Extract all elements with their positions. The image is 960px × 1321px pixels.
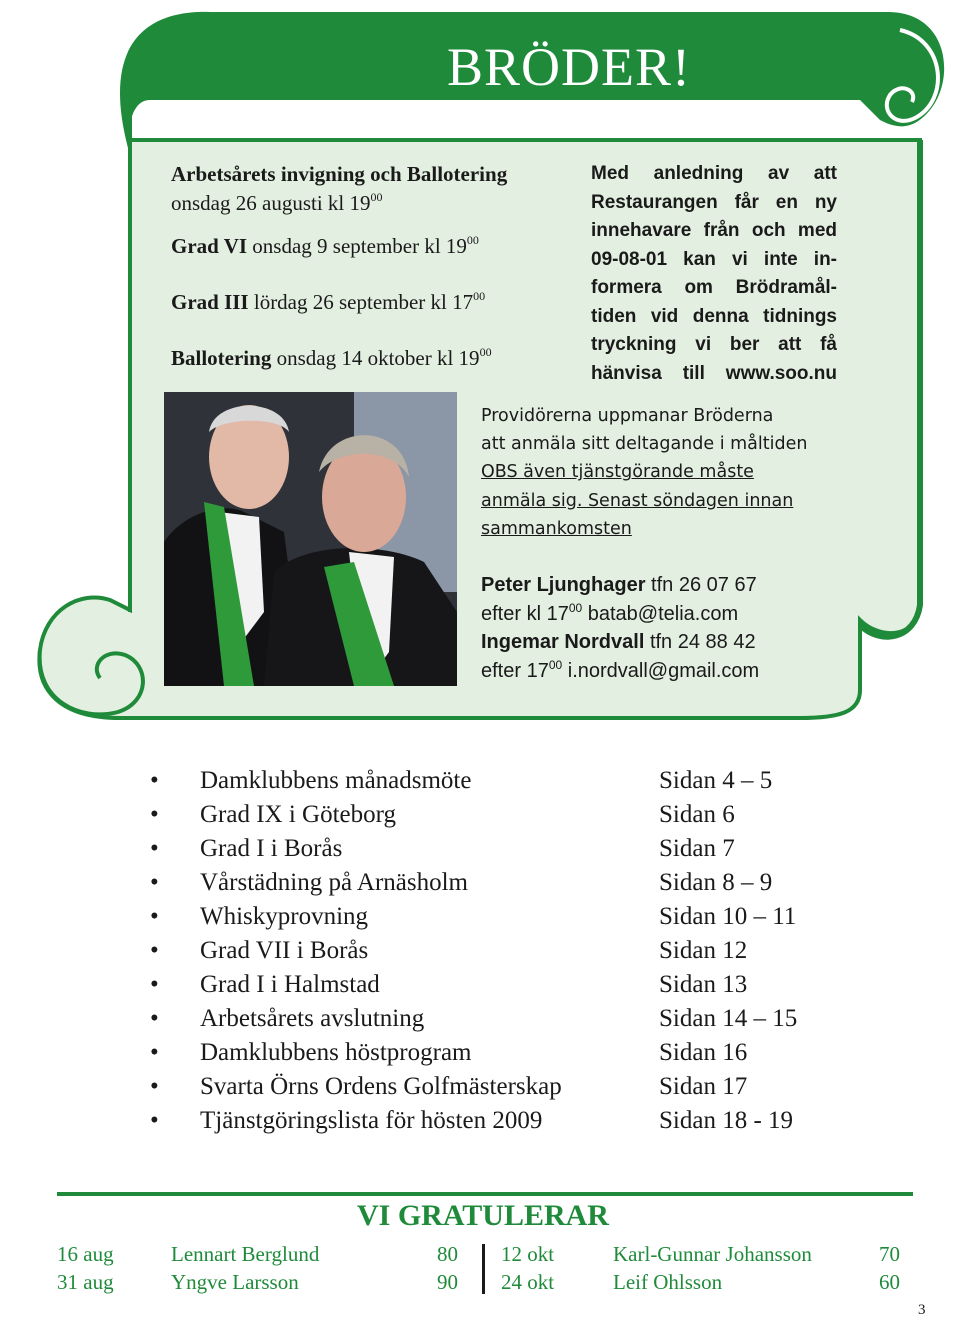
- bullet-icon: •: [150, 869, 159, 896]
- congrats-name: Karl-Gunnar Johansson: [613, 1242, 812, 1266]
- bullet-icon: •: [150, 903, 159, 930]
- congrats-name: Leif Ohlsson: [613, 1270, 723, 1294]
- contact-name: Ingemar Nordvall: [481, 631, 645, 653]
- bullet-icon: •: [150, 1107, 159, 1134]
- event-title: Grad III: [171, 290, 249, 314]
- contact-name: Peter Ljunghager: [481, 574, 646, 596]
- bullet-icon: •: [150, 1039, 159, 1066]
- toc-item: Vårstädning på Arnäsholm: [200, 869, 469, 896]
- congrats-title: VI GRATULERAR: [357, 1199, 609, 1232]
- contact-after: efter 17: [481, 659, 549, 682]
- congrats-age: 80: [437, 1242, 458, 1266]
- events-list: [171, 160, 507, 400]
- page-number: 3: [918, 1302, 926, 1318]
- toc-page: Sidan 8 – 9: [659, 869, 773, 896]
- congrats-age: 90: [437, 1270, 458, 1294]
- toc-item: Damklubbens höstprogram: [200, 1039, 472, 1066]
- contact-peter: [481, 571, 759, 628]
- notice-line: innehavare från och med: [591, 220, 837, 241]
- event-time: onsdag 9 september kl 19: [247, 234, 467, 258]
- notice-line: tryckning vi ber att få: [591, 334, 837, 355]
- contact-ingemar: [481, 628, 759, 685]
- congrats-name: Lennart Berglund: [171, 1242, 320, 1266]
- notice-line: 09-08-01 kan vi inte in-: [591, 248, 837, 270]
- toc-page: Sidan 18 - 19: [659, 1107, 794, 1134]
- notice-line: Med anledning av att: [591, 163, 837, 184]
- toc-item: Grad I i Borås: [200, 835, 343, 862]
- event-title: Ballotering: [171, 346, 272, 370]
- providor-photo: [164, 392, 457, 686]
- toc-page: Sidan 17: [659, 1073, 748, 1100]
- event-time: lördag 26 september kl 17: [248, 290, 474, 314]
- event-grad-iii: [171, 288, 507, 317]
- page-title: BRÖDER!: [447, 37, 692, 97]
- event-title: Grad VI: [171, 234, 248, 258]
- contact-after: efter kl 17: [481, 602, 569, 625]
- divider: [57, 1192, 913, 1196]
- notice-line: hänvisa till www.soo.nu: [591, 362, 837, 384]
- restaurant-notice: [591, 160, 837, 388]
- congrats-name: Yngve Larsson: [171, 1270, 299, 1294]
- congrats-date: 24 okt: [501, 1270, 555, 1294]
- event-title: Arbetsårets invigning och Ballotering: [171, 162, 508, 186]
- contact-email[interactable]: i.nordvall@gmail.com: [562, 659, 760, 682]
- contact-after-sup: 00: [568, 600, 583, 615]
- toc-page: Sidan 4 – 5: [659, 767, 773, 794]
- toc-page: Sidan 16: [659, 1039, 748, 1066]
- providor-line: anmäla sig. Senast söndagen innan: [481, 490, 794, 511]
- toc-item: Grad I i Halmstad: [200, 971, 380, 998]
- event-time: onsdag 14 oktober kl 19: [271, 346, 480, 370]
- congrats-separator: [482, 1244, 485, 1294]
- event-time: onsdag 26 augusti kl 19: [171, 191, 371, 215]
- congrats-date: 12 okt: [501, 1242, 555, 1266]
- event-grad-vi: [171, 232, 507, 261]
- providor-line: OBS även tjänstgörande måste: [481, 462, 754, 483]
- congrats-age: 70: [879, 1242, 900, 1266]
- event-time-sup: 00: [479, 345, 492, 359]
- bullet-icon: •: [150, 971, 159, 998]
- toc-item: Grad IX i Göteborg: [200, 801, 397, 828]
- toc-page: Sidan 14 – 15: [659, 1005, 798, 1032]
- toc-item: Svarta Örns Ordens Golfmästerskap: [200, 1073, 562, 1100]
- toc-page: Sidan 6: [659, 801, 735, 828]
- contact-after-sup: 00: [548, 657, 563, 672]
- bullet-icon: •: [150, 801, 159, 828]
- toc-page: Sidan 7: [659, 835, 735, 862]
- toc-item: Grad VII i Borås: [200, 937, 369, 964]
- photo-illustration: [164, 392, 457, 686]
- congrats-date: 31 aug: [57, 1270, 114, 1294]
- bullet-icon: •: [150, 1005, 159, 1032]
- contact-email[interactable]: batab@telia.com: [582, 602, 739, 625]
- event-time-sup: 00: [370, 190, 383, 204]
- contact-phone: tfn 26 07 67: [645, 574, 757, 596]
- event-time-sup: 00: [473, 289, 486, 303]
- bullet-icon: •: [150, 937, 159, 964]
- congrats-date: 16 aug: [57, 1242, 114, 1266]
- toc-page: Sidan 10 – 11: [659, 903, 797, 930]
- notice-line: tiden vid denna tidnings: [591, 305, 837, 327]
- congrats-age: 60: [879, 1270, 900, 1294]
- notice-line: formera om Brödramål-: [591, 277, 837, 298]
- toc-page: Sidan 12: [659, 937, 748, 964]
- toc-page: Sidan 13: [659, 971, 748, 998]
- contact-list: [481, 571, 759, 685]
- bullet-icon: •: [150, 767, 159, 794]
- bullet-icon: •: [150, 1073, 159, 1100]
- bullet-icon: •: [150, 835, 159, 862]
- toc-item: Whiskyprovning: [200, 903, 369, 930]
- providor-line: Providörerna uppmanar Bröderna: [481, 406, 774, 426]
- toc-item: Tjänstgöringslista för hösten 2009: [200, 1107, 543, 1134]
- providor-line: sammankomsten: [481, 518, 632, 539]
- event-ballotering: [171, 344, 507, 373]
- contact-phone: tfn 24 88 42: [644, 631, 756, 653]
- event-invigning: [171, 160, 507, 218]
- toc-item: Damklubbens månadsmöte: [200, 767, 472, 794]
- toc-item: Arbetsårets avslutning: [200, 1005, 425, 1032]
- providor-message: [481, 402, 821, 543]
- notice-line: Restaurangen får en ny: [591, 191, 837, 213]
- event-time-sup: 00: [466, 233, 479, 247]
- providor-line: att anmäla sitt deltagande i måltiden: [481, 434, 808, 455]
